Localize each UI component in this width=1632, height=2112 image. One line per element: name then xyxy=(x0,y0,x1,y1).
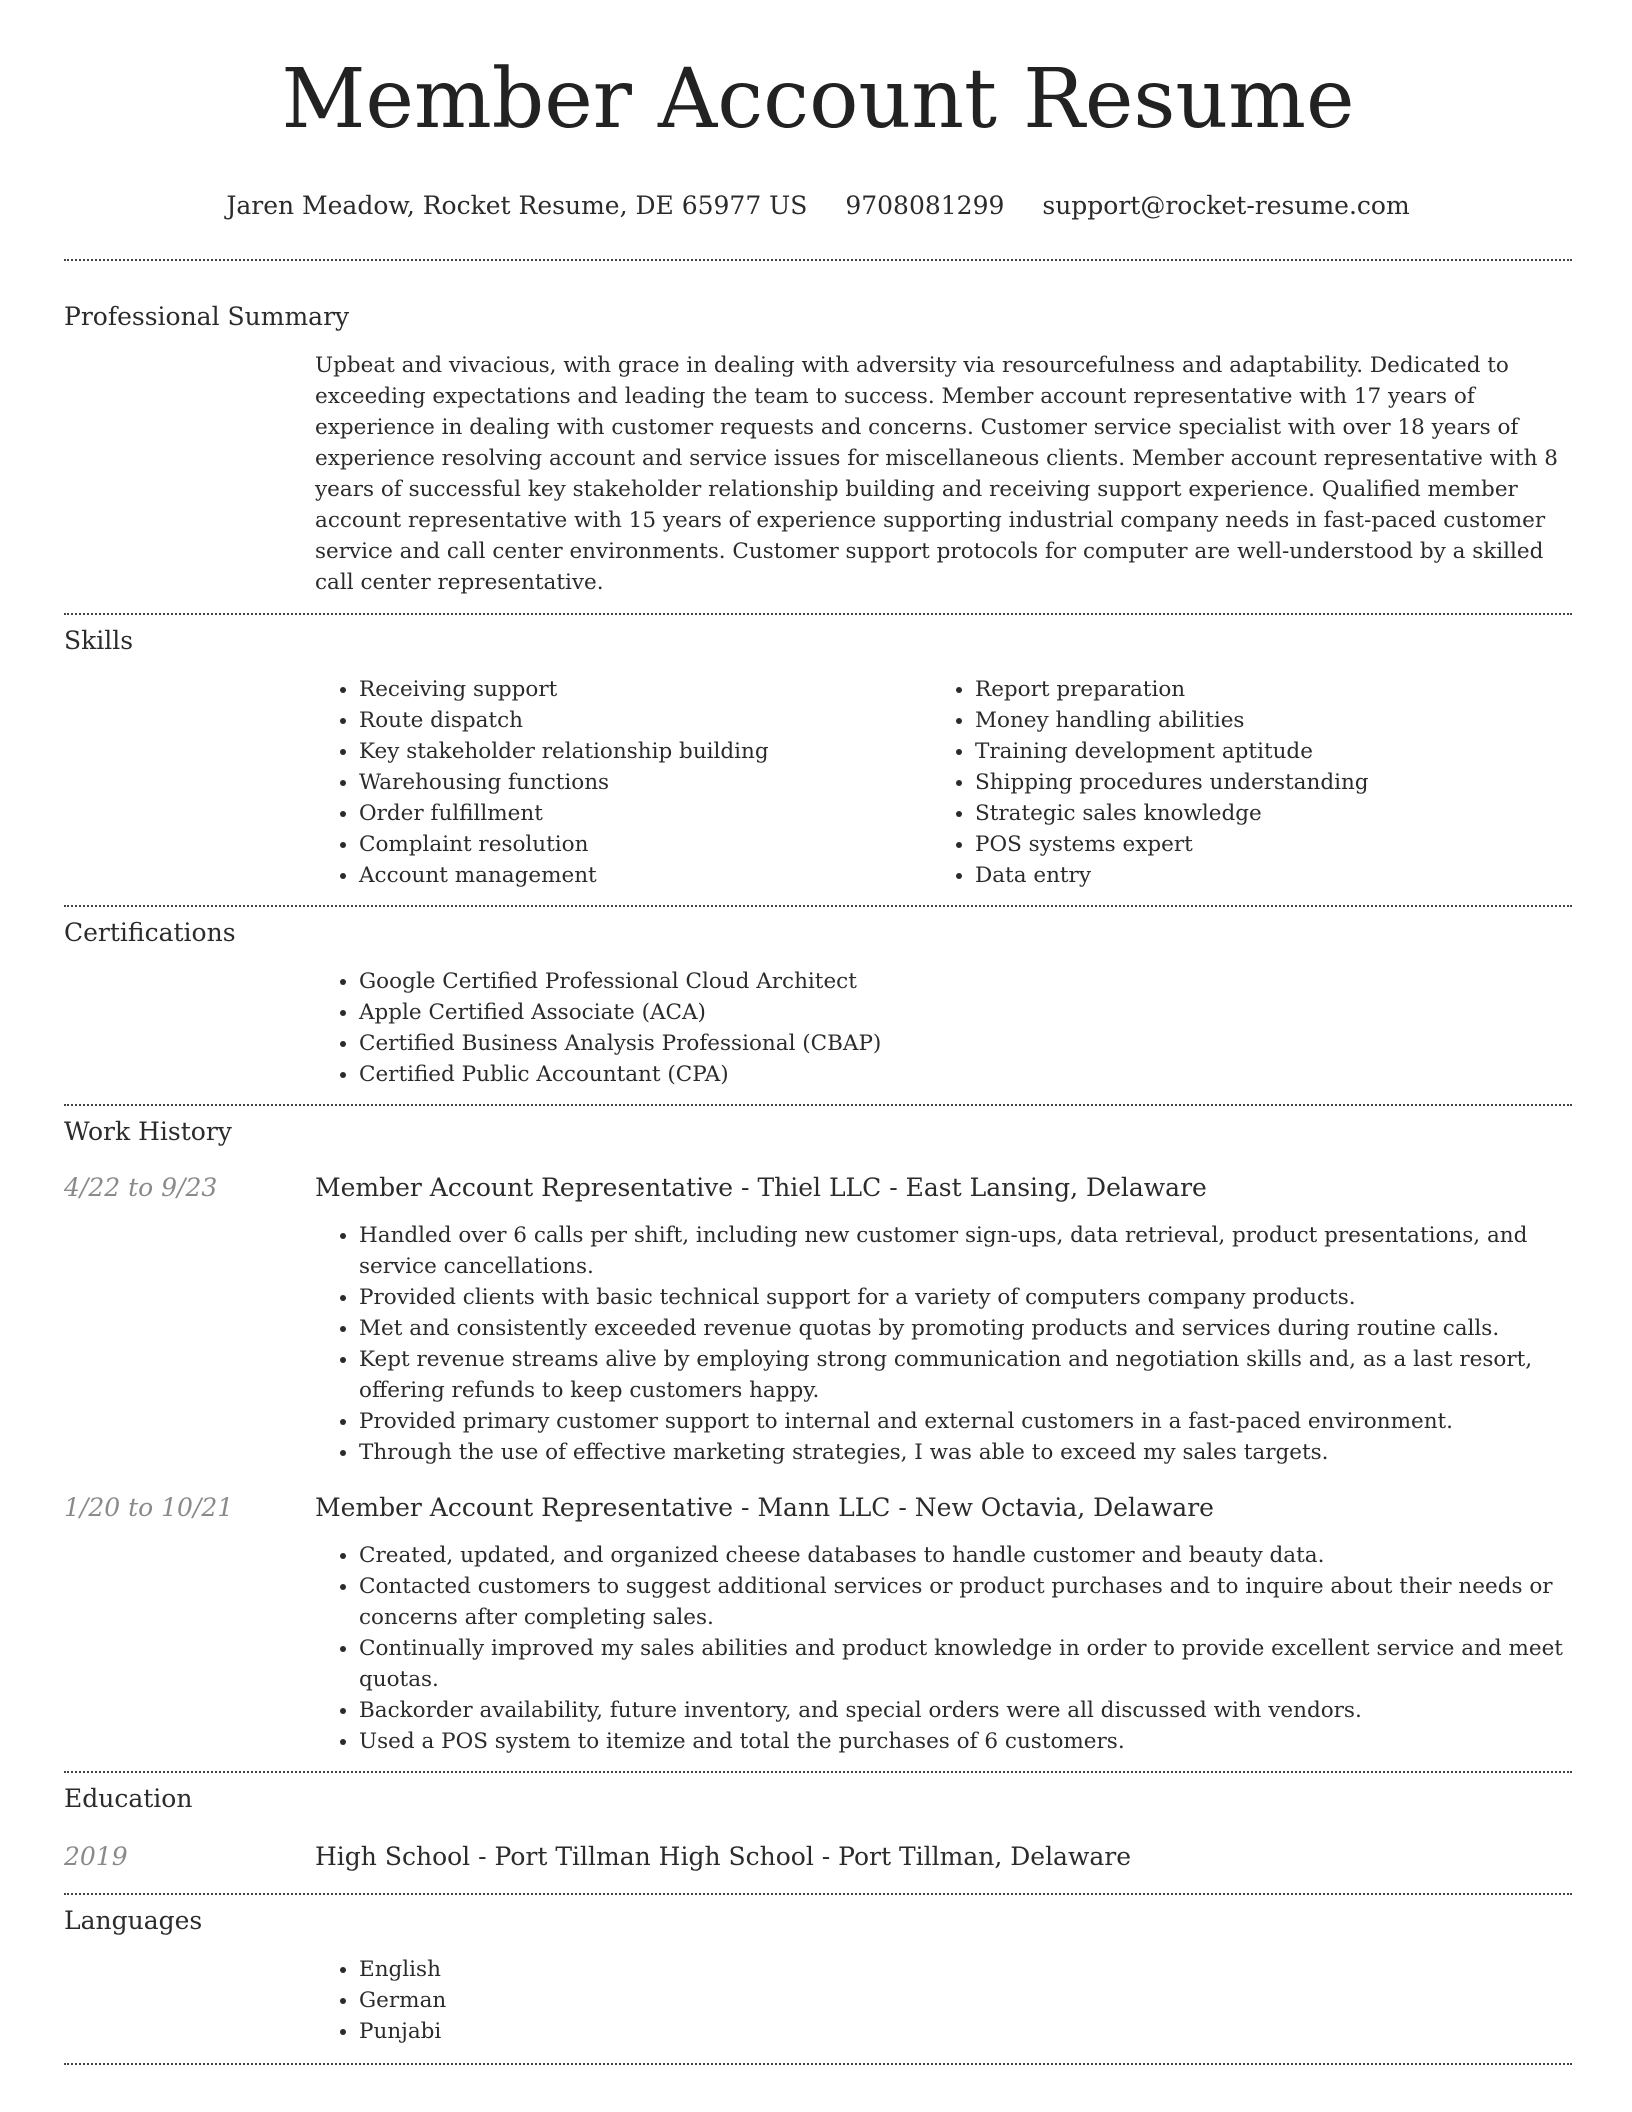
languages-list xyxy=(315,1954,1572,2047)
contact-line xyxy=(64,190,1572,222)
skills-column-left xyxy=(315,674,931,891)
contact-email: support@rocket-resume.com xyxy=(1042,191,1410,220)
languages-heading: Languages xyxy=(64,1906,203,1935)
list-item: • Certified Business Analysis Professional (CBAP) xyxy=(359,1028,1572,1059)
list-item: • Met and consistently exceeded revenue quotas by promoting products and services during routine calls. xyxy=(359,1313,1572,1344)
skills-column-right xyxy=(931,674,1547,891)
job-header xyxy=(64,1172,1572,1204)
resume-page xyxy=(64,0,1572,2065)
job-bullets xyxy=(315,1220,1572,1468)
job-header xyxy=(64,1492,1572,1524)
job-title: Member Account Representative - Mann LLC - New Octavia, Delaware xyxy=(315,1493,1214,1522)
list-item: • Complaint resolution xyxy=(359,829,931,860)
resume-title: Member Account Resume xyxy=(281,52,1355,147)
education-year: 2019 xyxy=(64,1842,128,1871)
list-item: • Data entry xyxy=(975,860,1547,891)
list-item: • Kept revenue streams alive by employing strong communication and negotiation skills and, as a last resort, offering refunds to keep customers happy. xyxy=(359,1344,1572,1406)
summary-section xyxy=(315,350,1572,598)
section-divider xyxy=(64,905,1572,907)
list-item: • Continually improved my sales abilities and product knowledge in order to provide excellent service and meet quotas. xyxy=(359,1633,1572,1695)
education-heading: Education xyxy=(64,1784,193,1813)
certifications-heading: Certifications xyxy=(64,918,236,947)
list-item: • Apple Certified Associate (ACA) xyxy=(359,997,1572,1028)
list-item: • Through the use of effective marketing strategies, I was able to exceed my sales targets. xyxy=(359,1437,1572,1468)
list-item: • Contacted customers to suggest additional services or product purchases and to inquire about their needs or concerns after completing sales. xyxy=(359,1571,1572,1633)
certifications-section xyxy=(315,966,1572,1090)
summary-text: Upbeat and vivacious, with grace in dealing with adversity via resourcefulness and adaptability. Dedicated to exceeding expectations and leading the team to success. Member account representative with 17 years of experience in dealing with customer requests and concerns. Customer service specialist with over 18 years of experience resolving account and service issues for miscellaneous clients. Member account representative with 8 years of successful key stakeholder relationship building and receiving support experience. Qualified member account representative with 15 years of experience supporting industrial company needs in fast-paced customer service and call center environments. Customer support protocols for computer are well-understood by a skilled call center representative. xyxy=(315,353,1558,595)
list-item: • Money handling abilities xyxy=(975,705,1547,736)
skills-heading: Skills xyxy=(64,626,134,655)
list-item: • Google Certified Professional Cloud Architect xyxy=(359,966,1572,997)
list-item: • Handled over 6 calls per shift, including new customer sign-ups, data retrieval, product presentations, and service cancellations. xyxy=(359,1220,1572,1282)
certifications-list xyxy=(315,966,1572,1090)
list-item: • Certified Public Accountant (CPA) xyxy=(359,1059,1572,1090)
job-dates: 4/22 to 9/23 xyxy=(64,1173,218,1202)
job-details xyxy=(315,1540,1572,1757)
job-bullets xyxy=(315,1540,1572,1757)
skills-list-right xyxy=(931,674,1547,891)
contact-address: Jaren Meadow, Rocket Resume, DE 65977 US xyxy=(226,191,808,220)
list-item: • Warehousing functions xyxy=(359,767,931,798)
list-item: • Route dispatch xyxy=(359,705,931,736)
list-item: • Strategic sales knowledge xyxy=(975,798,1547,829)
list-item: • Receiving support xyxy=(359,674,931,705)
list-item: • German xyxy=(359,1985,1572,2016)
list-item: • Provided primary customer support to internal and external customers in a fast-paced environment. xyxy=(359,1406,1572,1437)
job-dates: 1/20 to 10/21 xyxy=(64,1493,234,1522)
languages-section xyxy=(315,1954,1572,2047)
list-item: • Created, updated, and organized cheese databases to handle customer and beauty data. xyxy=(359,1540,1572,1571)
work-heading: Work History xyxy=(64,1117,232,1146)
section-divider xyxy=(64,1104,1572,1106)
list-item: • Shipping procedures understanding xyxy=(975,767,1547,798)
education-title: High School - Port Tillman High School - Port Tillman, Delaware xyxy=(315,1842,1132,1871)
list-item: • Key stakeholder relationship building xyxy=(359,736,931,767)
list-item: • English xyxy=(359,1954,1572,1985)
skills-section xyxy=(315,674,1572,891)
list-item: • Punjabi xyxy=(359,2016,1572,2047)
list-item: • Provided clients with basic technical support for a variety of computers company products. xyxy=(359,1282,1572,1313)
education-entry xyxy=(64,1841,1572,1873)
contact-phone: 9708081299 xyxy=(845,191,1005,220)
list-item: • POS systems expert xyxy=(975,829,1547,860)
section-divider xyxy=(64,1771,1572,1773)
job-title: Member Account Representative - Thiel LLC - East Lansing, Delaware xyxy=(315,1173,1207,1202)
list-item: • Account management xyxy=(359,860,931,891)
job-details xyxy=(315,1220,1572,1468)
list-item: • Used a POS system to itemize and total the purchases of 6 customers. xyxy=(359,1726,1572,1757)
skills-list-left xyxy=(315,674,931,891)
list-item: • Report preparation xyxy=(975,674,1547,705)
section-divider xyxy=(64,2063,1572,2065)
section-divider xyxy=(64,259,1572,261)
list-item: • Backorder availability, future inventory, and special orders were all discussed with vendors. xyxy=(359,1695,1572,1726)
list-item: • Order fulfillment xyxy=(359,798,931,829)
section-divider xyxy=(64,613,1572,615)
section-divider xyxy=(64,1893,1572,1895)
summary-heading: Professional Summary xyxy=(64,302,350,331)
list-item: • Training development aptitude xyxy=(975,736,1547,767)
